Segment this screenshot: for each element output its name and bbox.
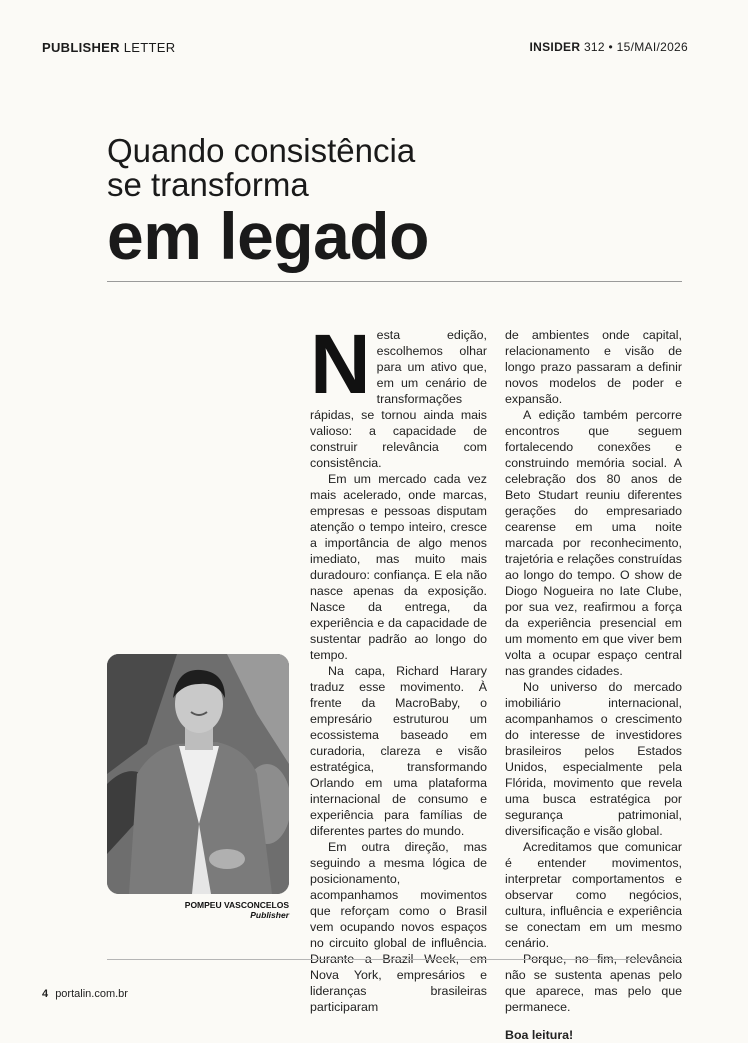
article-title: [107, 132, 429, 273]
publisher-portrait-image: [107, 654, 289, 894]
caption-role: Publisher: [250, 910, 289, 920]
issue-header: [530, 40, 688, 54]
paragraph-9: Porque, no fim, relevância não se sustenta apenas pelo que aparece, mas pelo que permanece.: [505, 952, 682, 1014]
paragraph-5: de ambientes onde capital, relacionamento e visão de longo prazo passaram a definir novos modelos de poder e expansão.: [505, 328, 682, 406]
title-line-3: em legado: [107, 199, 429, 273]
issue-info: 312 • 15/MAI/2026: [583, 40, 688, 54]
paragraph-7: No universo do mercado imobiliário internacional, acompanhamos o crescimento do interesse de investidores brasileiros pelos Estados Unidos, especialmente pela Flórida, movimento que revela uma busca estratégica por segurança patrimonial, diversificação e visão global.: [505, 680, 682, 838]
paragraph-6: A edição também percorre encontros que seguem fortalecendo conexões e construindo memória social. A celebração dos 80 anos de Beto Studart reuniu diferentes gerações do empresariado cearense em uma noite marcada por reconhecimento, trajetória e relações construídas ao longo do tempo. O show de Diogo Nogueira no Iate Clube, por sua vez, reafirmou a força da experiência presencial em um momento em que viver bem volta a ocupar espaço central nas grandes cidades.: [505, 408, 682, 678]
footer-divider: [107, 959, 682, 960]
paragraph-8: Acreditamos que comunicar é entender movimentos, interpretar comportamentos e observar como negócios, cultura, influência e experiência se conectam em um mesmo cenário.: [505, 840, 682, 950]
section-label-light: LETTER: [123, 40, 176, 55]
photo-caption: [107, 900, 289, 920]
section-label-bold: PUBLISHER: [42, 40, 120, 55]
title-line-1: Quando consistência: [107, 132, 416, 169]
page-number: 4: [42, 988, 49, 1000]
website-link[interactable]: portalin.com.br: [55, 988, 128, 1000]
paragraph-2: Em um mercado cada vez mais acelerado, onde marcas, empresas e pessoas disputam atenção o tempo inteiro, cresce a importância de algo menos imediato, mas muito mais duradouro: confiança. E ela não nasce apenas da exposição. Nasce da entrega, da experiência e da capacidade de sustentar padrão ao longo do tempo.: [310, 472, 487, 662]
publisher-photo: [107, 654, 289, 894]
page-footer: [42, 988, 128, 1000]
caption-name: POMPEU VASCONCELOS: [184, 900, 289, 910]
title-divider: [107, 281, 682, 282]
paragraph-4: Em outra direção, mas seguindo a mesma lógica de posicionamento, acompanhamos movimentos que reforçam como o Brasil vem ocupando novos espaços no circuito global de influência. Durante a Brazil Week, em Nova York, empresários e lideranças brasileiras participaram: [310, 840, 487, 1014]
section-header: [42, 40, 175, 55]
title-line-2: se transforma: [107, 166, 309, 203]
article-column-1: [310, 317, 487, 1015]
signoff: Boa leitura!: [505, 1028, 574, 1042]
drop-cap: N: [310, 317, 371, 411]
article-column-2: [505, 327, 682, 1043]
paragraph-1: [310, 317, 487, 471]
paragraph-3: Na capa, Richard Harary traduz esse movimento. À frente da MacroBaby, o empresário estruturou um ecossistema baseado em curadoria, clareza e visão estratégica, transformando Orlando em uma plataforma internacional de consumo e experiência para famílias de diferentes partes do mundo.: [310, 664, 487, 838]
paragraph-text: esta edição, escolhemos olhar para um ativo que, em um cenário de transformações rápidas, se tornou ainda mais valioso: a capacidade de construir relevância com consistência.: [310, 328, 487, 470]
magazine-name: INSIDER: [529, 40, 581, 54]
